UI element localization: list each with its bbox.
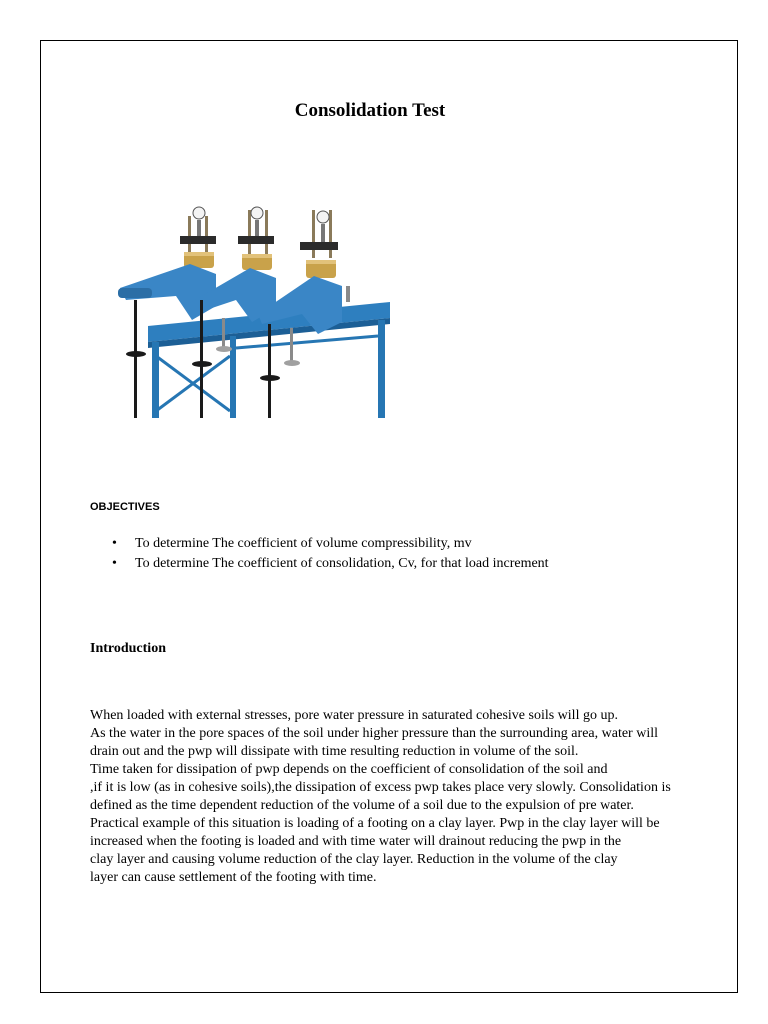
introduction-line: layer can cause settlement of the footing with time. [90, 870, 377, 885]
objective-item: • To determine The coefficient of volume compressibility, mv [90, 534, 549, 554]
introduction-line: clay layer and causing volume reduction of the clay layer. Reduction in the volume of the clay [90, 852, 618, 867]
objective-item: • To determine The coefficient of consolidation, Cv, for that load increment [90, 554, 549, 574]
page-title: Consolidation Test [294, 100, 446, 121]
introduction-line: increased when the footing is loaded and with time water will drainout reducing the pwp in the [90, 834, 622, 849]
introduction-line: Practical example of this situation is loading of a footing on a clay layer. Pwp in the clay layer will be [90, 816, 660, 831]
introduction-line: defined as the time dependent reduction of the volume of a soil due to the expulsion of pre water. [90, 798, 634, 813]
introduction-line: When loaded with external stresses, pore water pressure in saturated cohesive soils will go up. [90, 708, 618, 723]
introduction-line: drain out and the pwp will dissipate with time resulting reduction in volume of the soil. [90, 744, 579, 759]
introduction-line: Time taken for dissipation of pwp depends on the coefficient of consolidation of the soil and [90, 762, 608, 777]
introduction-line: ,if it is low (as in cohesive soils),the dissipation of excess pwp takes place very slowly. Consolidation is [90, 780, 671, 795]
introduction-paragraph [90, 707, 730, 887]
introduction-heading: Introduction [90, 641, 166, 656]
consolidation-apparatus-image [90, 196, 390, 420]
objectives-list [90, 534, 549, 574]
introduction-line: As the water in the pore spaces of the soil under higher pressure than the surrounding area, water will [90, 726, 658, 741]
objectives-heading: OBJECTIVES [90, 501, 160, 513]
